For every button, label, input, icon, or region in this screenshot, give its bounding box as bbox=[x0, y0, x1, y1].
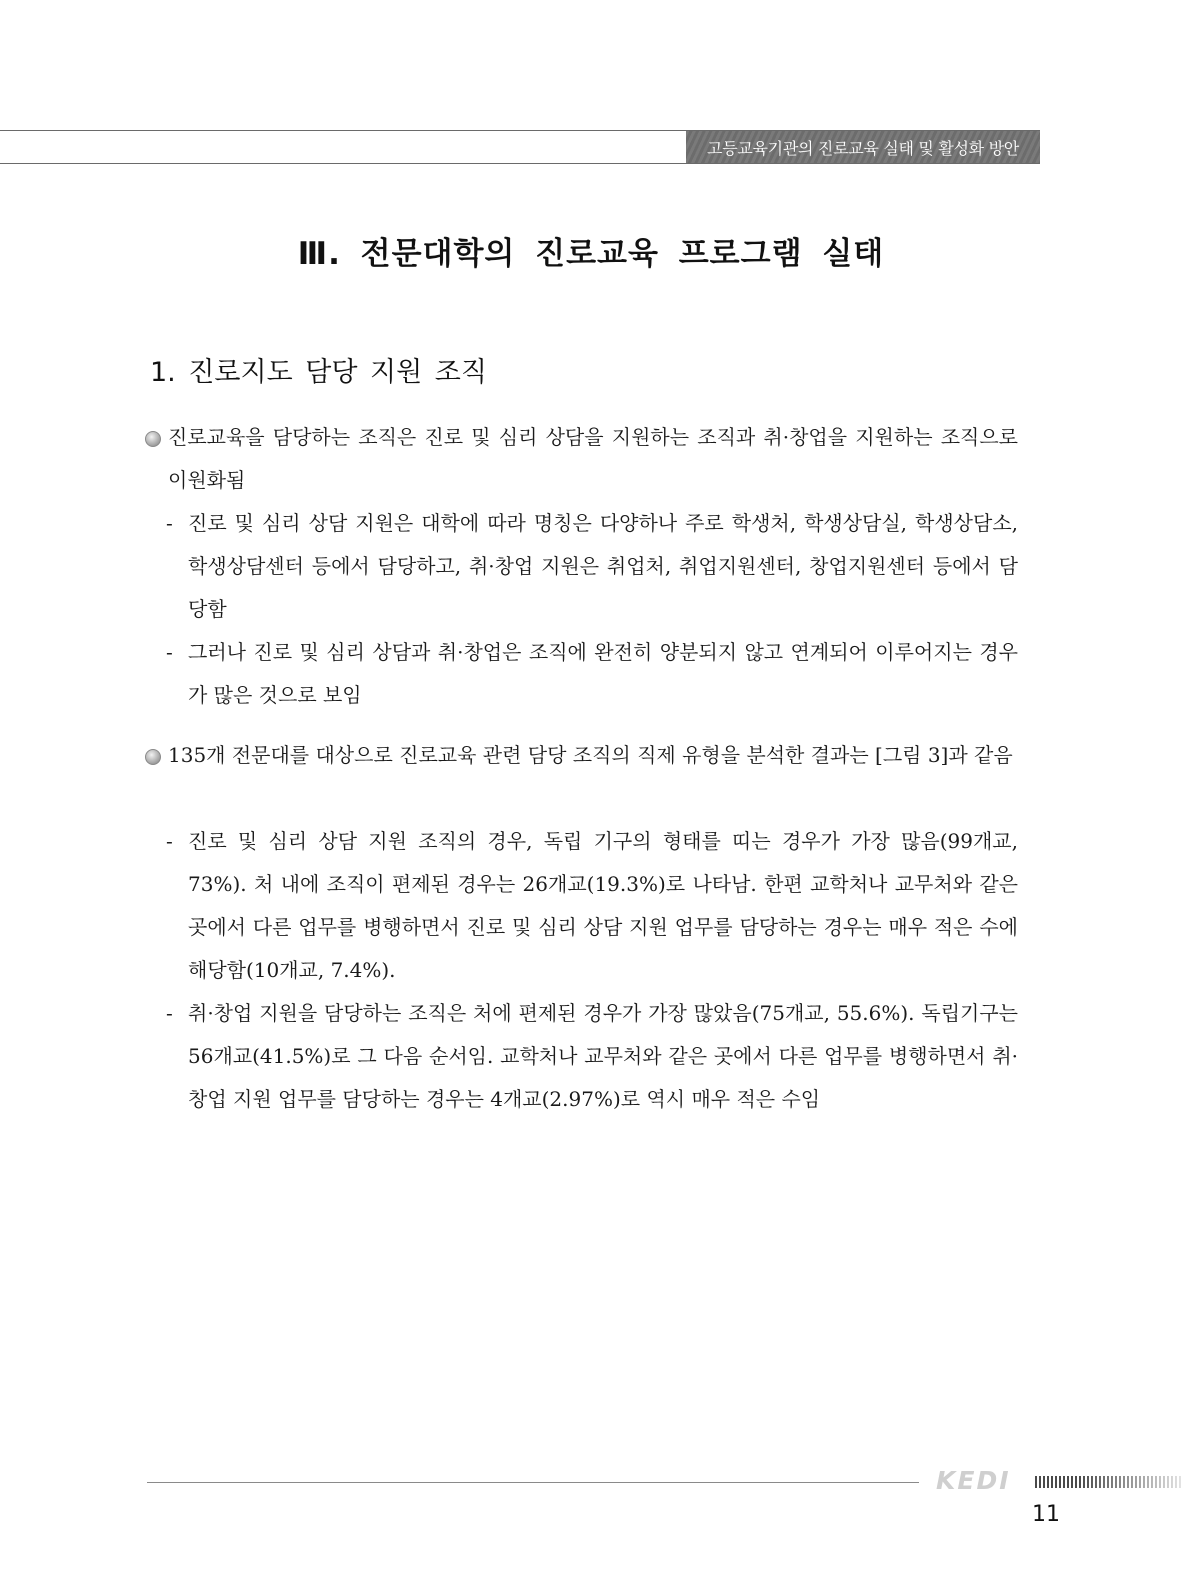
dash-marker: - bbox=[166, 1001, 173, 1025]
header-rule-bottom bbox=[0, 163, 1040, 164]
sub-item-2-2: 취·창업 지원을 담당하는 조직은 처에 편제된 경우가 가장 많았음(75개교, 55.6%). 독립기구는 56개교(41.5%)로 그 다음 순서임. 교학처나 교무처와 같은 곳에서 다른 업무를 병행하면서 취·창업 지원 업무를 담당하는 경우는 4개교(2.97%)로 역시 매우 적은 수임 bbox=[188, 1001, 1018, 1111]
footer-rule bbox=[147, 1482, 919, 1483]
bullet-paragraph-2: 135개 전문대를 대상으로 진로교육 관련 담당 조직의 직제 유형을 분석한 결과는 [그림 3]과 같음 bbox=[168, 743, 1013, 767]
sub-item-2-1: 진로 및 심리 상담 지원 조직의 경우, 독립 기구의 형태를 띠는 경우가 가장 많음(99개교, 73%). 처 내에 조직이 편제된 경우는 26개교(19.3%)로 나타남. 한편 교학처나 교무처와 같은 곳에서 다른 업무를 병행하면서 진로 및 심리 상담 지원 업무를 담당하는 경우는 매우 적은 수에 해당함(10개교, 7.4%). bbox=[188, 829, 1018, 982]
dash-marker: - bbox=[166, 829, 173, 853]
sub-item-1-2: 그러나 진로 및 심리 상담과 취·창업은 조직에 완전히 양분되지 않고 연계되어 이루어지는 경우가 많은 것으로 보임 bbox=[188, 640, 1018, 707]
sub-item-1-1: 진로 및 심리 상담 지원은 대학에 따라 명칭은 다양하나 주로 학생처, 학생상담실, 학생상담소, 학생상담센터 등에서 담당하고, 취·창업 지원은 취업처, 취업지원센터, 창업지원센터 등에서 담당함 bbox=[188, 511, 1018, 621]
running-head: 고등교육기관의 진로교육 실태 및 활성화 방안 bbox=[686, 131, 1040, 163]
footer-bar-pattern bbox=[1035, 1476, 1182, 1488]
page-number: 11 bbox=[1032, 1502, 1060, 1527]
bullet-icon bbox=[145, 749, 161, 765]
chapter-title: Ⅲ. 전문대학의 진로교육 프로그램 실태 bbox=[297, 236, 885, 272]
dash-marker: - bbox=[166, 511, 173, 535]
bullet-icon bbox=[145, 431, 161, 447]
dash-marker: - bbox=[166, 640, 173, 664]
bullet-paragraph-1: 진로교육을 담당하는 조직은 진로 및 심리 상담을 지원하는 조직과 취·창업을 지원하는 조직으로 이원화됨 bbox=[168, 425, 1018, 492]
section-title: 1. 진로지도 담당 지원 조직 bbox=[150, 357, 487, 388]
kedi-logo: KEDI bbox=[936, 1466, 1011, 1495]
